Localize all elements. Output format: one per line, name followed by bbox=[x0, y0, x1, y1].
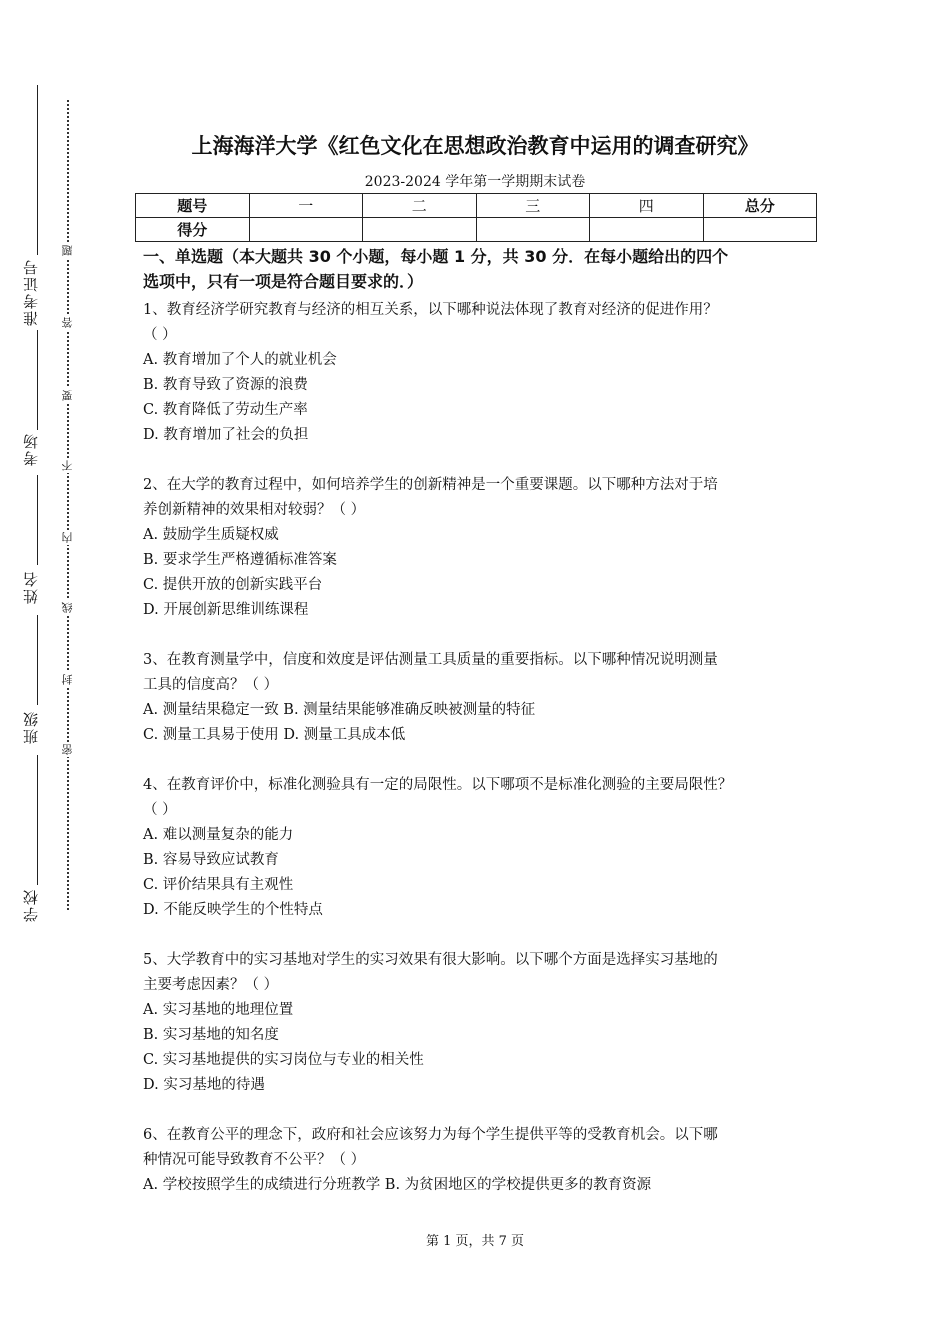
binding-line bbox=[37, 755, 38, 885]
binding-label-exam-room: 考场 bbox=[22, 432, 40, 466]
question-stem: 工具的信度高？（ ） bbox=[143, 677, 279, 693]
question-2 bbox=[143, 473, 823, 623]
option: B. 教育导致了资源的浪费 bbox=[143, 377, 308, 393]
binding-line bbox=[37, 330, 38, 430]
score-table bbox=[135, 193, 817, 242]
option: B. 实习基地的知名度 bbox=[143, 1027, 279, 1043]
binding-label-name: 姓名 bbox=[22, 570, 40, 604]
binding-label-school: 学校 bbox=[22, 888, 40, 922]
score-header-cell: 三 bbox=[476, 194, 590, 218]
seal-char: 不 bbox=[61, 460, 74, 471]
option: D. 实习基地的待遇 bbox=[143, 1077, 265, 1093]
binding-line bbox=[37, 475, 38, 565]
page-subtitle: 2023-2024 学年第一学期期末试卷 bbox=[364, 174, 586, 190]
binding-line bbox=[37, 85, 38, 255]
seal-char: 内 bbox=[61, 532, 74, 543]
seal-char: 线 bbox=[61, 602, 74, 613]
option: B. 要求学生严格遵循标准答案 bbox=[143, 552, 337, 568]
page-footer: 第 1 页，共 7 页 bbox=[425, 1234, 525, 1249]
question-stem: 2、在大学的教育过程中，如何培养学生的创新精神是一个重要课题。以下哪种方法对于培 bbox=[143, 477, 718, 493]
option: C. 评价结果具有主观性 bbox=[143, 877, 294, 893]
seal-char: 密 bbox=[61, 744, 74, 755]
option: A. 实习基地的地理位置 bbox=[143, 1002, 294, 1018]
question-5 bbox=[143, 948, 823, 1098]
option: D. 不能反映学生的个性特点 bbox=[143, 902, 323, 918]
binding-label-class: 班级 bbox=[22, 710, 40, 744]
option: C. 测量工具易于使用 D. 测量工具成本低 bbox=[143, 727, 406, 743]
score-input-cell[interactable] bbox=[703, 218, 817, 242]
binding-line bbox=[37, 615, 38, 705]
binding-margin bbox=[0, 0, 120, 1344]
question-4 bbox=[143, 773, 823, 923]
seal-char: 封 bbox=[61, 674, 74, 685]
option: D. 教育增加了社会的负担 bbox=[143, 427, 309, 443]
question-stem: 1、教育经济学研究教育与经济的相互关系，以下哪种说法体现了教育对经济的促进作用？ bbox=[143, 302, 718, 318]
score-input-cell[interactable] bbox=[249, 218, 363, 242]
option: A. 测量结果稳定一致 B. 测量结果能够准确反映被测量的特征 bbox=[143, 702, 536, 718]
binding-label-exam-number: 准考证号 bbox=[22, 258, 40, 326]
question-stem: （ ） bbox=[143, 802, 177, 818]
page-title: 上海海洋大学《红色文化在思想政治教育中运用的调查研究》 bbox=[191, 134, 759, 158]
score-input-cell[interactable] bbox=[476, 218, 590, 242]
question-1 bbox=[143, 298, 823, 448]
question-stem: 4、在教育评价中，标准化测验具有一定的局限性。以下哪项不是标准化测验的主要局限性？ bbox=[143, 777, 733, 793]
option: A. 教育增加了个人的就业机会 bbox=[143, 352, 337, 368]
question-stem: 主要考虑因素？（ ） bbox=[143, 977, 279, 993]
option: B. 容易导致应试教育 bbox=[143, 852, 279, 868]
seal-char: 答 bbox=[61, 317, 74, 328]
score-input-cell[interactable] bbox=[590, 218, 704, 242]
score-header-cell: 题号 bbox=[136, 194, 250, 218]
seal-dotted-line bbox=[67, 100, 69, 910]
score-row-label: 得分 bbox=[136, 218, 250, 242]
option: C. 提供开放的创新实践平台 bbox=[143, 577, 323, 593]
option: A. 鼓励学生质疑权威 bbox=[143, 527, 279, 543]
question-3 bbox=[143, 648, 823, 748]
option: C. 教育降低了劳动生产率 bbox=[143, 402, 308, 418]
question-stem: 养创新精神的效果相对较弱？（ ） bbox=[143, 502, 366, 518]
score-header-cell: 二 bbox=[363, 194, 477, 218]
option: A. 学校按照学生的成绩进行分班教学 B. 为贫困地区的学校提供更多的教育资源 bbox=[143, 1177, 652, 1193]
option: C. 实习基地提供的实习岗位与专业的相关性 bbox=[143, 1052, 424, 1068]
score-header-cell: 总分 bbox=[703, 194, 817, 218]
question-stem: 6、在教育公平的理念下，政府和社会应该努力为每个学生提供平等的受教育机会。以下哪 bbox=[143, 1127, 718, 1143]
question-stem: （ ） bbox=[143, 327, 177, 343]
option: D. 开展创新思维训练课程 bbox=[143, 602, 309, 618]
exam-content bbox=[143, 244, 823, 1223]
section-heading bbox=[143, 244, 823, 294]
option: A. 难以测量复杂的能力 bbox=[143, 827, 294, 843]
score-header-cell: 一 bbox=[249, 194, 363, 218]
section-heading-line: 选项中，只有一项是符合题目要求的．） bbox=[143, 272, 424, 291]
seal-char: 题 bbox=[61, 245, 74, 256]
question-6 bbox=[143, 1123, 823, 1198]
question-stem: 5、大学教育中的实习基地对学生的实习效果有很大影响。以下哪个方面是选择实习基地的 bbox=[143, 952, 718, 968]
score-header-cell: 四 bbox=[590, 194, 704, 218]
section-heading-line: 一、单选题（本大题共 30 个小题，每小题 1 分，共 30 分．在每小题给出的四个 bbox=[143, 247, 729, 266]
seal-char: 要 bbox=[61, 390, 74, 401]
score-input-cell[interactable] bbox=[363, 218, 477, 242]
score-table-header-row bbox=[136, 194, 817, 218]
score-table-score-row bbox=[136, 218, 817, 242]
question-stem: 种情况可能导致教育不公平？（ ） bbox=[143, 1152, 366, 1168]
question-stem: 3、在教育测量学中，信度和效度是评估测量工具质量的重要指标。以下哪种情况说明测量 bbox=[143, 652, 718, 668]
